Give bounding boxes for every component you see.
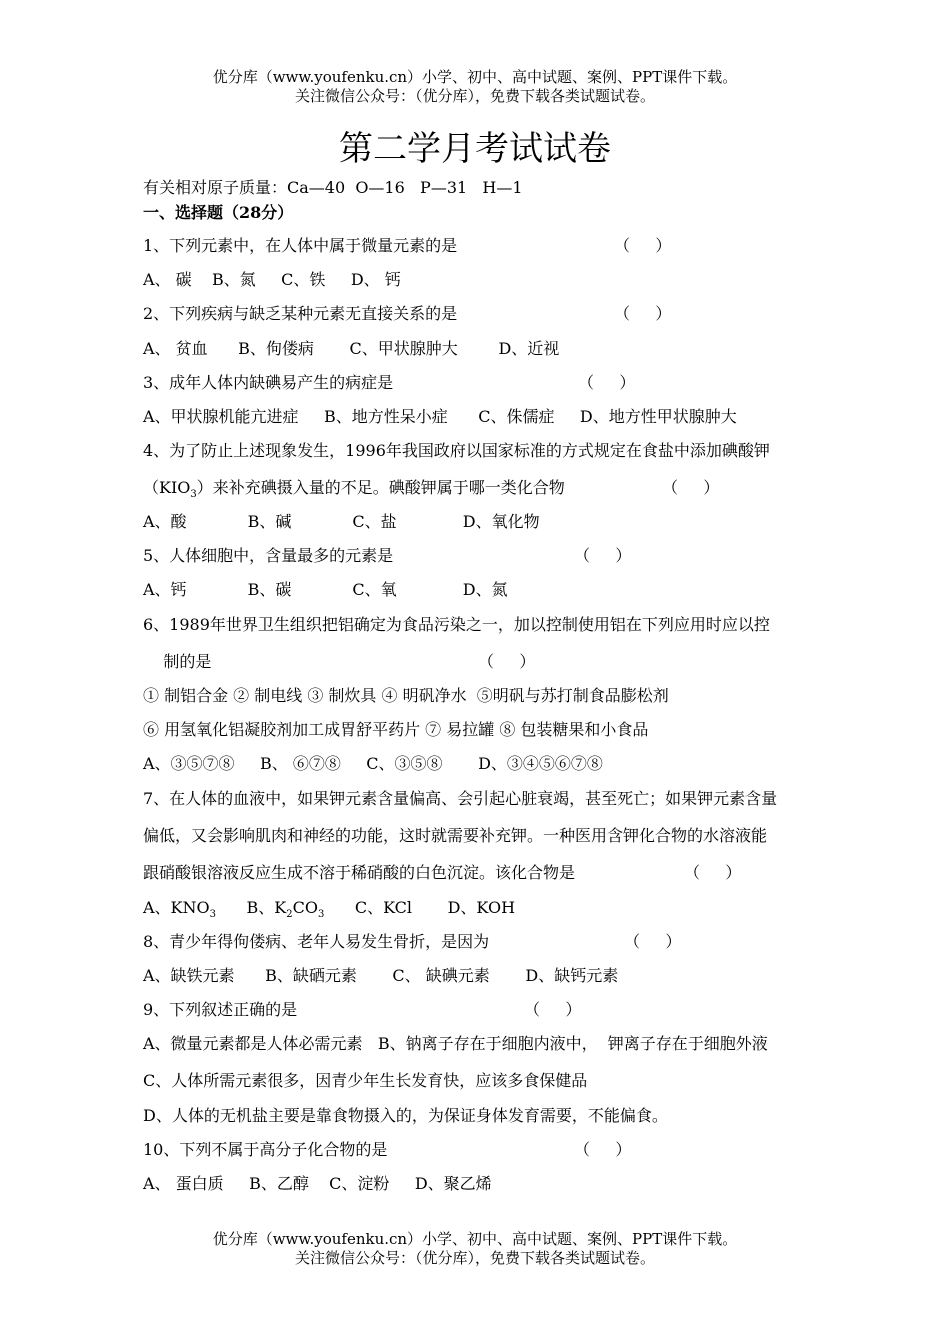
q7-answer-blank[interactable]: （ ） xyxy=(684,863,742,882)
q8-stem: 8、青少年得佝偻病、老年人易发生骨折，是因为 xyxy=(143,932,490,951)
q7-stem-2: 偏低，又会影响肌肉和神经的功能，这时就需要补充钾。一种医用含钾化合物的水溶液能 xyxy=(143,826,768,845)
q5-options: A、钙 B、碳 C、氧 D、氮 xyxy=(143,580,508,599)
q10-answer-blank[interactable]: （ ） xyxy=(574,1140,632,1159)
atomic-mass-note: 有关相对原子质量：Ca—40 O—16 P—31 H—1 xyxy=(143,178,523,197)
q4-options: A、酸 B、碱 C、盐 D、氧化物 xyxy=(143,512,540,531)
section-heading: 一、选择题（28分） xyxy=(143,203,294,222)
q1-options: A、 碳 B、氮 C、铁 D、 钙 xyxy=(143,270,401,289)
q9-answer-blank[interactable]: （ ） xyxy=(524,1000,582,1019)
header-line-1: 优分库（www.youfenku.cn）小学、初中、高中试题、案例、PPT课件下载。 xyxy=(212,68,738,86)
q4-stem-1: 4、为了防止上述现象发生，1996年我国政府以国家标准的方式规定在食盐中添加碘酸钾 xyxy=(143,441,770,460)
q3-stem: 3、成年人体内缺碘易产生的病症是 xyxy=(143,373,394,392)
q10-stem: 10、下列不属于高分子化合物的是 xyxy=(143,1140,388,1159)
q9-options-ab: A、微量元素都是人体必需元素 B、钠离子存在于细胞内液中， 钾离子存在于细胞外液 xyxy=(143,1034,768,1053)
q9-option-d: D、人体的无机盐主要是靠食物摄入的，为保证身体发育需要，不能偏食。 xyxy=(143,1106,668,1125)
page-title: 第二学月考试试卷 xyxy=(339,129,611,169)
q8-options: A、缺铁元素 B、缺硒元素 C、 缺碘元素 D、缺钙元素 xyxy=(143,966,619,985)
q7-stem-3: 跟硝酸银溶液反应生成不溶于稀硝酸的白色沉淀。该化合物是 xyxy=(143,863,576,882)
q1-stem: 1、下列元素中，在人体中属于微量元素的是 xyxy=(143,236,458,255)
q6-list-2: ⑥ 用氢氧化铝凝胶剂加工成胃舒平药片 ⑦ 易拉罐 ⑧ 包装糖果和小食品 xyxy=(143,720,649,739)
q6-list-1: ① 制铝合金 ② 制电线 ③ 制炊具 ④ 明矾净水 ⑤明矾与苏打制食品膨松剂 xyxy=(143,686,669,705)
q4-answer-blank[interactable]: （ ） xyxy=(662,478,720,497)
footer-line-1: 优分库（www.youfenku.cn）小学、初中、高中试题、案例、PPT课件下载。 xyxy=(212,1230,738,1248)
q2-answer-blank[interactable]: （ ） xyxy=(614,304,672,323)
q9-stem: 9、下列叙述正确的是 xyxy=(143,1000,298,1019)
q3-answer-blank[interactable]: （ ） xyxy=(578,373,636,392)
q1-answer-blank[interactable]: （ ） xyxy=(614,236,672,255)
q4-stem-2: $(KIO_3)$来补充碘摄入量的不足。碘酸钾属于哪一类化合物 xyxy=(143,478,565,501)
q5-answer-blank[interactable]: （ ） xyxy=(574,546,632,565)
q7-stem-1: 7、在人体的血液中，如果钾元素含量偏高、会引起心脏衰竭，甚至死亡；如果钾元素含量 xyxy=(143,789,778,808)
footer-line-2: 关注微信公众号：（优分库），免费下载各类试题试卷。 xyxy=(294,1249,655,1267)
q3-options: A、甲状腺机能亢进症 B、地方性呆小症 C、侏儒症 D、地方性甲状腺肿大 xyxy=(143,407,737,426)
q2-options: A、 贫血 B、佝偻病 C、甲状腺肿大 D、近视 xyxy=(143,339,560,358)
q8-answer-blank[interactable]: （ ） xyxy=(624,932,682,951)
q5-stem: 5、人体细胞中，含量最多的元素是 xyxy=(143,546,394,565)
header-line-2: 关注微信公众号：（优分库），免费下载各类试题试卷。 xyxy=(294,87,655,105)
q9-option-c: C、人体所需元素很多，因青少年生长发育快，应该多食保健品 xyxy=(143,1071,588,1090)
q7-options: A、$KNO_3$ B、$K_2CO_3$ C、KCl D、KOH xyxy=(143,898,516,921)
q6-stem-2: 制的是 xyxy=(143,652,212,671)
q6-stem-1: 6、1989年世界卫生组织把铝确定为食品污染之一，加以控制使用铝在下列应用时应以控 xyxy=(143,615,770,634)
q6-options: A、③⑤⑦⑧ B、 ⑥⑦⑧ C、③⑤⑧ D、③④⑤⑥⑦⑧ xyxy=(143,754,603,773)
q6-answer-blank[interactable]: （ ） xyxy=(478,652,536,671)
q2-stem: 2、下列疾病与缺乏某种元素无直接关系的是 xyxy=(143,304,458,323)
q10-options: A、 蛋白质 B、乙醇 C、淀粉 D、聚乙烯 xyxy=(143,1174,492,1193)
